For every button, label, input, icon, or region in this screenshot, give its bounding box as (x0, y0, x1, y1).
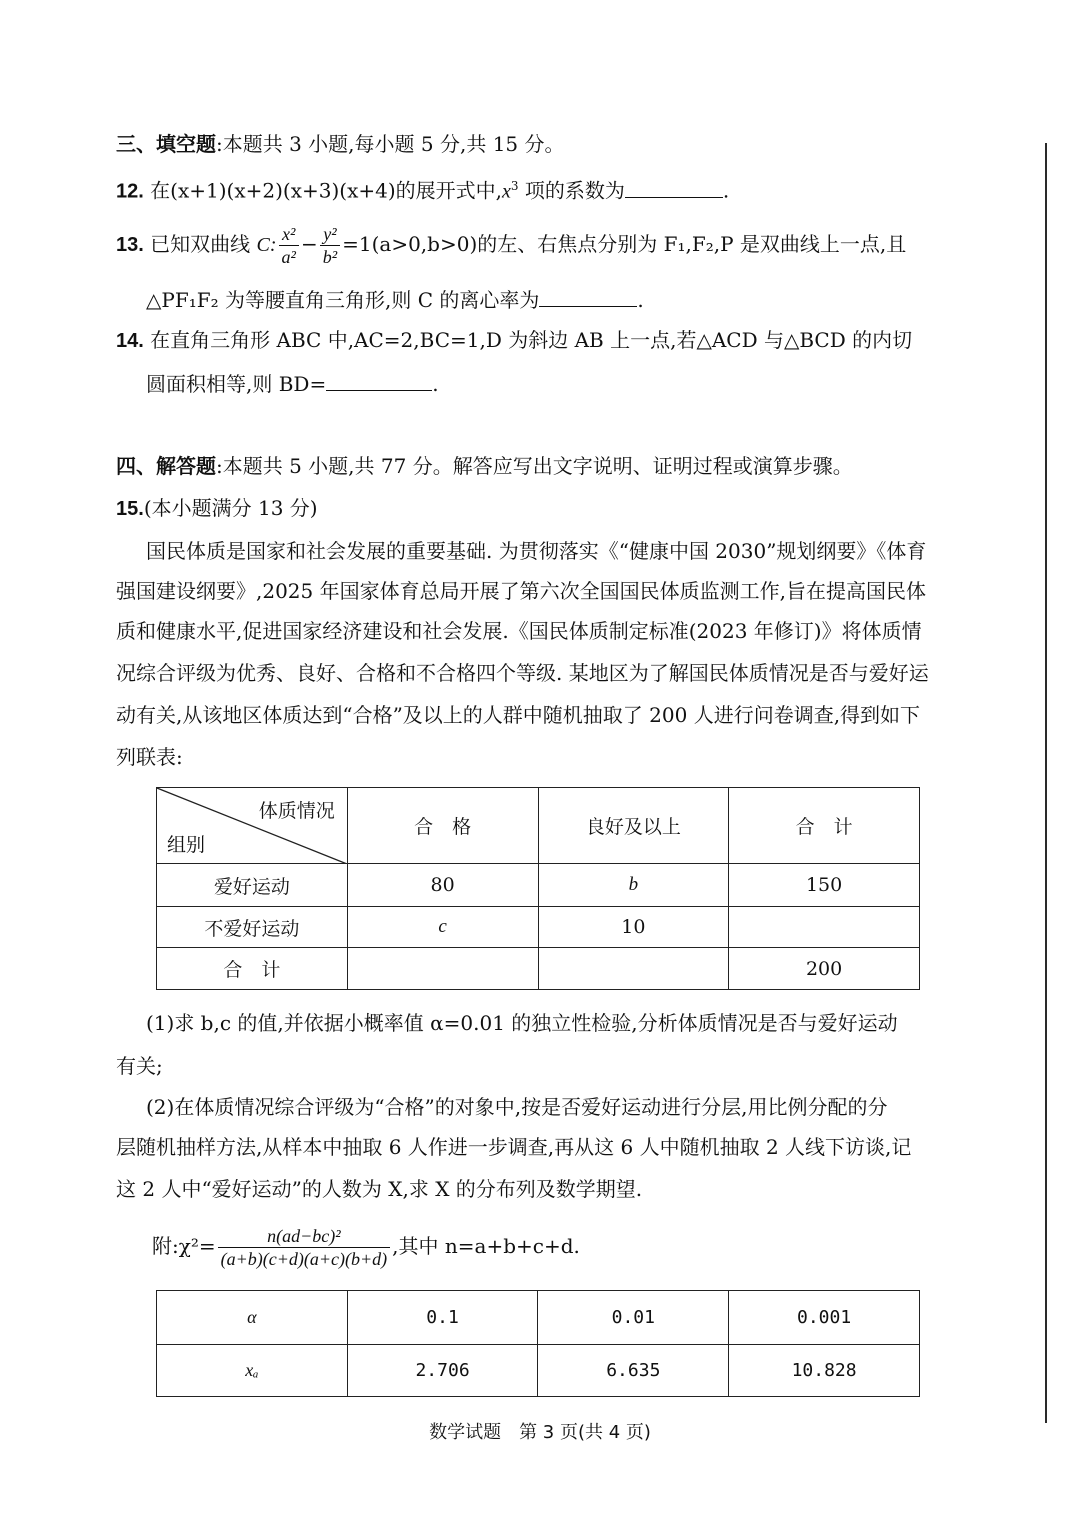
question-text-end: 项的系数为 (524, 178, 625, 203)
question-13-line-2 (146, 286, 1080, 314)
question-12 (116, 172, 1080, 206)
page-footer: 数学试题 第 3 页(共 4 页) (429, 1422, 651, 1443)
table-cell: 0.01 (538, 1291, 729, 1345)
section-3-title: 三、填空题 (116, 132, 216, 156)
part-2-line: 这 2 人中“爱好运动”的人数为 X,求 X 的分布列及数学期望. (116, 1177, 643, 1201)
paragraph-line: 国民体质是国家和社会发展的重要基础. 为贯彻落实《“健康中国 2030”规划纲要》《体育 (146, 539, 927, 563)
table-cell: 150 (729, 864, 920, 907)
question-number: 15. (116, 498, 144, 520)
answer-blank[interactable] (326, 372, 432, 391)
fraction-numerator: y² (320, 223, 340, 246)
table-cell: 10.828 (729, 1345, 920, 1397)
table-row (157, 948, 920, 990)
column-header: 合 计 (729, 788, 920, 864)
curve-name: C: (256, 234, 277, 256)
column-header: 合 格 (347, 788, 538, 864)
fraction-numerator: n(ad−bc)² (218, 1225, 391, 1248)
paragraph-line: 质和健康水平,促进国家经济建设和社会发展.《国民体质制定标准(2023 年修订)》将体质情 (116, 619, 922, 643)
period: . (432, 372, 439, 396)
answer-blank[interactable] (539, 288, 637, 307)
table-cell: 10 (538, 907, 729, 948)
part-1-line: (1)求 b,c 的值,并依据小概率值 α=0.01 的独立性检验,分析体质情况是否与爱好运动 (146, 1011, 898, 1035)
table-cell: b (538, 864, 729, 907)
row-label: 不爱好运动 (157, 907, 348, 948)
question-text: 圆面积相等,则 BD= (146, 372, 327, 396)
section-4-description: :本题共 5 小题,共 77 分。解答应写出文字说明、证明过程或演算步骤。 (216, 454, 853, 478)
contingency-table (156, 787, 920, 990)
table-cell: 200 (729, 948, 920, 990)
section-4-heading (116, 452, 1080, 480)
fraction-denominator: (a+b)(c+d)(a+c)(b+d) (220, 1249, 388, 1269)
section-3-heading (116, 130, 1080, 158)
table-cell (538, 948, 729, 990)
answer-blank[interactable] (625, 179, 723, 198)
fraction-x-over-a (279, 223, 299, 268)
paragraph-line: 况综合评级为优秀、良好、合格和不合格四个等级. 某地区为了解国民体质情况是否与爱好运 (116, 661, 929, 685)
table-cell (347, 948, 538, 990)
corner-label-top: 体质情况 (258, 800, 335, 822)
fraction-numerator: x² (279, 223, 299, 246)
table-cell: 0.001 (729, 1291, 920, 1345)
part-1-line: 有关; (116, 1054, 163, 1078)
row-label: 爱好运动 (157, 864, 348, 907)
appendix-formula (152, 1222, 1080, 1270)
question-text: 在(x+1)(x+2)(x+3)(x+4)的展开式中, (150, 178, 502, 203)
table-cell: 2.706 (347, 1345, 538, 1397)
corner-cell (157, 788, 348, 864)
part-2-line: 层随机抽样方法,从样本中抽取 6 人作进一步调查,再从这 6 人中随机抽取 2 人线下访谈,记 (116, 1135, 912, 1159)
corner-label-bottom: 组别 (167, 834, 206, 856)
fraction-y-over-b (320, 223, 340, 268)
period: . (637, 288, 644, 312)
formula-prefix: 附:χ²= (152, 1234, 216, 1258)
formula-suffix: ,其中 n=a+b+c+d. (392, 1234, 580, 1258)
column-header: 良好及以上 (538, 788, 729, 864)
question-text: 已知双曲线 (150, 232, 251, 256)
paragraph-line: 动有关,从该地区体质达到“合格”及以上的人群中随机抽取了 200 人进行问卷调查,得到如下 (116, 703, 921, 727)
question-14-line-2 (146, 370, 1080, 398)
table-row (157, 864, 920, 907)
row-label: 合 计 (157, 948, 348, 990)
table-cell: xₐ (157, 1345, 348, 1397)
variable-x: x (502, 180, 511, 203)
table-cell: 6.635 (538, 1345, 729, 1397)
fraction-denominator: a² (281, 247, 296, 267)
table-row (157, 1345, 920, 1397)
question-13-line-1 (116, 220, 1080, 269)
exponent: 3 (510, 179, 519, 193)
question-number: 13. (116, 234, 144, 256)
paragraph-line: 列联表: (116, 745, 183, 769)
question-text: △PF₁F₂ 为等腰直角三角形,则 C 的离心率为 (146, 288, 540, 312)
question-14-line-1 (116, 326, 1080, 355)
table-header-row (157, 788, 920, 864)
table-row (157, 1291, 920, 1345)
table-cell: α (157, 1291, 348, 1345)
table-row (157, 907, 920, 948)
question-15-header (116, 494, 1080, 523)
question-number: 14. (116, 330, 144, 352)
chi-square-fraction (218, 1225, 391, 1270)
table-cell: c (347, 907, 538, 948)
critical-value-table (156, 1290, 920, 1397)
question-score: (本小题满分 13 分) (143, 496, 318, 520)
question-text: 在直角三角形 ABC 中,AC=2,BC=1,D 为斜边 AB 上一点,若△ACD 与△BCD 的内切 (150, 328, 913, 352)
minus-sign: − (300, 232, 318, 256)
part-2-line: (2)在体质情况综合评级为“合格”的对象中,按是否爱好运动进行分层,用比例分配的分 (146, 1095, 888, 1119)
table-cell (729, 907, 920, 948)
table-cell: 80 (347, 864, 538, 907)
table-cell: 0.1 (347, 1291, 538, 1345)
paragraph-line: 强国建设纲要》,2025 年国家体育总局开展了第六次全国国民体质监测工作,旨在提高国民体 (116, 579, 926, 603)
fraction-denominator: b² (322, 247, 338, 267)
section-4-title: 四、解答题 (116, 454, 216, 478)
question-text-rest: =1(a>0,b>0)的左、右焦点分别为 F₁,F₂,P 是双曲线上一点,且 (342, 232, 907, 256)
period: . (722, 178, 730, 203)
question-number: 12. (116, 180, 144, 203)
section-3-description: :本题共 3 小题,每小题 5 分,共 15 分。 (216, 132, 565, 156)
